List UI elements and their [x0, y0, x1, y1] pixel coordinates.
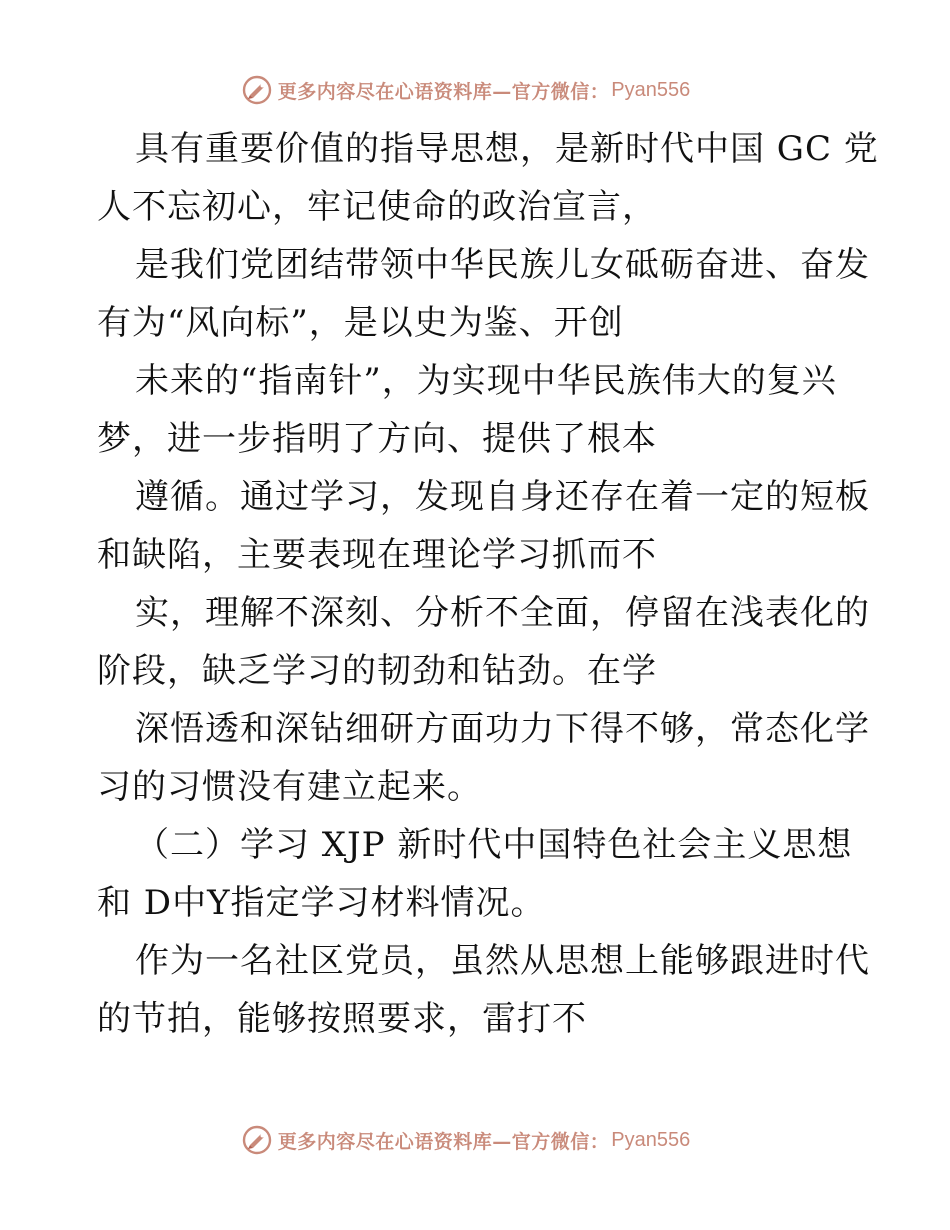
footer-banner-text: 更多内容尽在心语资料库—官方微信： [277, 1130, 610, 1153]
footer-banner [0, 1120, 950, 1160]
paragraph [97, 352, 857, 468]
text-line: 人不忘初心，牢记使命的政治宣言， [97, 187, 657, 227]
text-line: 有为“风向标”，是以史为鉴、开创 [97, 303, 624, 343]
text-line: 阶段，缺乏学习的韧劲和钻劲。在学 [97, 651, 657, 691]
text-line: 的节拍，能够按照要求，雷打不 [97, 999, 587, 1039]
paragraph [97, 236, 870, 352]
text-line: 和缺陷，主要表现在理论学习抓而不 [97, 535, 657, 575]
text-line: 是我们党团结带领中华民族儿女砥砺奋进、奋发 [135, 245, 870, 285]
text-line: 具有重要价值的指导思想，是新时代中国 GC 党 [135, 129, 879, 169]
text-line: 和 D中Y指定学习材料情况。 [97, 883, 546, 923]
header-banner-text: 更多内容尽在心语资料库—官方微信： [277, 80, 610, 103]
text-line: 习的习惯没有建立起来。 [97, 767, 482, 807]
text-line: 遵循。通过学习，发现自身还存在着一定的短板 [135, 477, 870, 517]
paragraph [97, 468, 870, 584]
text-line: 未来的“指南针”，为实现中华民族伟大的复兴 [135, 361, 837, 401]
paragraph [97, 932, 870, 1048]
text-line: 梦，进一步指明了方向、提供了根本 [97, 419, 657, 459]
header-wechat-id: Pyan556 [611, 78, 691, 101]
paragraph [97, 816, 857, 932]
text-line: 深悟透和深钻细研方面功力下得不够，常态化学 [135, 709, 870, 749]
text-line: （二）学习 XJP 新时代中国特色社会主义思想 [135, 825, 853, 865]
document-body [97, 120, 879, 1048]
text-line: 作为一名社区党员，虽然从思想上能够跟进时代 [135, 941, 870, 981]
paragraph [97, 700, 870, 816]
text-line: 实，理解不深刻、分析不全面，停留在浅表化的 [135, 593, 870, 633]
paragraph [97, 584, 870, 700]
hand-pen-logo-icon [242, 1125, 272, 1155]
hand-pen-logo-icon [242, 75, 272, 105]
footer-wechat-id: Pyan556 [611, 1128, 691, 1151]
header-banner [0, 70, 950, 110]
paragraph [97, 120, 879, 236]
